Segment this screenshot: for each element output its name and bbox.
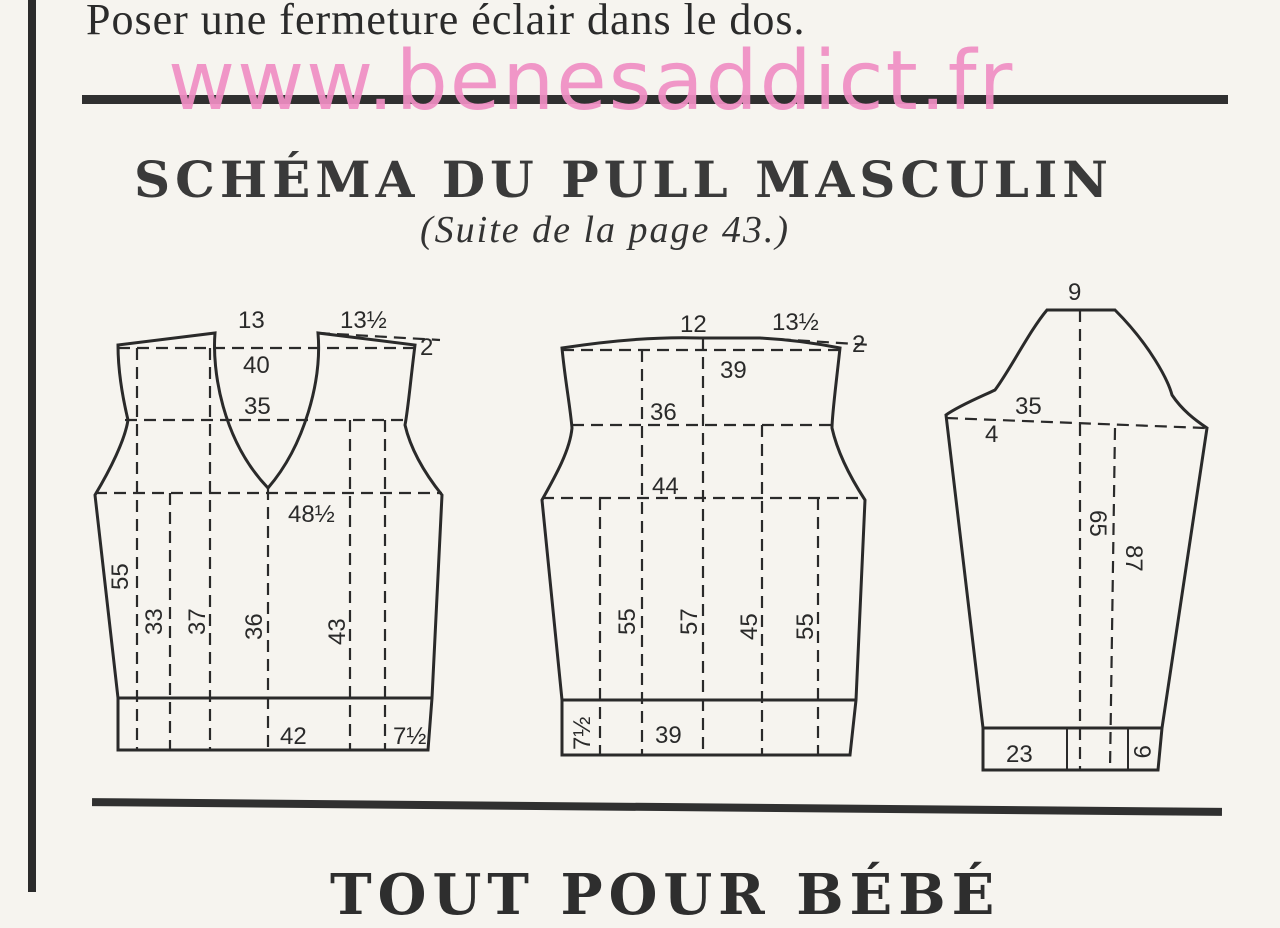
section-title: SCHÉMA DU PULL MASCULIN bbox=[134, 150, 1113, 209]
next-section-title: TOUT POUR BÉBÉ bbox=[330, 862, 1001, 928]
watermark: www.benesaddict.fr bbox=[168, 34, 1015, 129]
sleeve-label-cuff-height: 9 bbox=[1128, 745, 1155, 759]
back-label-length-b: 57 bbox=[676, 608, 703, 635]
sleeve-label-cap: 35 bbox=[1015, 393, 1042, 420]
front-label-shoulder-a: 13 bbox=[238, 307, 265, 334]
back-label-shoulder-drop: 2 bbox=[852, 331, 866, 358]
front-piece bbox=[95, 307, 442, 750]
front-label-shoulder-b: 13½ bbox=[340, 307, 387, 334]
back-label-ribbing-height: 7½ bbox=[569, 716, 596, 750]
sleeve-label-cuff-width: 23 bbox=[1006, 741, 1033, 768]
back-label-length-c: 45 bbox=[736, 613, 763, 640]
front-label-length-d: 43 bbox=[324, 618, 351, 645]
intro-text: Poser une fermeture éclair dans le dos. bbox=[86, 0, 806, 44]
front-label-length-c: 36 bbox=[241, 613, 268, 640]
sleeve-outline bbox=[946, 310, 1207, 770]
back-label-ribbing-width: 39 bbox=[655, 722, 682, 749]
sleeve-vertical-2 bbox=[1110, 428, 1115, 770]
back-label-shoulder-b: 13½ bbox=[772, 309, 819, 336]
sleeve-label-length-a: 65 bbox=[1084, 510, 1111, 537]
back-label-shoulder-a: 12 bbox=[680, 311, 707, 338]
front-label-shoulder-drop: 2 bbox=[420, 334, 434, 361]
front-label-ribbing-width: 42 bbox=[280, 723, 307, 750]
back-label-chest: 44 bbox=[652, 473, 679, 500]
front-label-length-b: 37 bbox=[184, 608, 211, 635]
back-label-neck: 39 bbox=[720, 357, 747, 384]
sleeve-label-cap-mark: 4 bbox=[985, 421, 999, 448]
back-label-armhole: 36 bbox=[650, 399, 677, 426]
front-label-armhole: 35 bbox=[244, 393, 271, 420]
front-label-side: 55 bbox=[107, 563, 134, 590]
front-label-ribbing-height: 7½ bbox=[393, 723, 427, 750]
back-label-length-d: 55 bbox=[792, 613, 819, 640]
section-subtitle: (Suite de la page 43.) bbox=[420, 209, 791, 251]
front-label-neck: 40 bbox=[243, 352, 270, 379]
back-label-length-a: 55 bbox=[614, 608, 641, 635]
back-piece bbox=[542, 309, 872, 755]
sleeve-piece bbox=[946, 279, 1207, 770]
front-label-chest: 48½ bbox=[288, 501, 335, 528]
sleeve-label-length-b: 87 bbox=[1120, 545, 1147, 572]
sleeve-label-top: 9 bbox=[1068, 279, 1082, 306]
front-label-length-a: 33 bbox=[141, 608, 168, 635]
